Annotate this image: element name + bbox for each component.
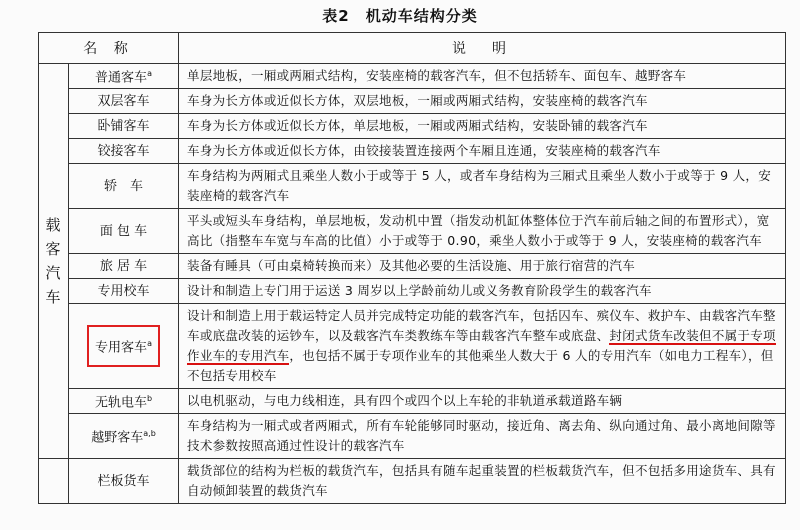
row-description: 以电机驱动，与电力线相连，具有四个或四个以上车轮的非轨道承载道路车辆 [179,389,786,414]
row-description: 设计和制造上用于载运特定人员并完成特定功能的载客汽车，包括囚车、殡仪车、救护车、由载客汽车整车或底盘改装的运钞车，以及载客汽车类教练车等由载客汽车整车或底盘、封闭式货车改装但不属于专项作业车的专用汽车，也包括不属于专项作业车的其他乘坐人数大于 6 人的专用汽车（如电力工程车），但不包括专用校车 [179,304,786,389]
table-row [39,279,786,304]
table-row [39,164,786,209]
row-name: 无轨电车$^b$ [69,389,179,414]
table-title: 表2 机动车结构分类 [322,7,478,25]
row-description: 装备有睡具（可由桌椅转换而来）及其他必要的生活设施、用于旅行宿营的汽车 [179,254,786,279]
row-description: 载货部位的结构为栏板的载货汽车，包括具有随车起重装置的栏板载货汽车，但不包括多用途货车、具有自动倾卸装置的载货汽车 [179,459,786,504]
category-cell-empty [39,459,69,504]
row-name: 轿 车 [69,164,179,209]
row-description: 车身结构为一厢式或者两厢式，所有车轮能够同时驱动，接近角、离去角、纵向通过角、最小离地间隙等技术参数按照高通过性设计的载客汽车 [179,414,786,459]
vehicle-classification-table [38,32,786,504]
table-row [39,389,786,414]
table-row [39,139,786,164]
table-row [39,459,786,504]
table-row [39,414,786,459]
row-name: 卧铺客车 [69,114,179,139]
row-description: 车身为长方体或近似长方体，单层地板，一厢或两厢式结构，安装卧铺的载客汽车 [179,114,786,139]
table-row [39,64,786,89]
row-name: 普通客车$^a$ [69,64,179,89]
row-description: 车身为长方体或近似长方体，由铰接装置连接两个车厢且连通，安装座椅的载客汽车 [179,139,786,164]
row-name: 铰接客车 [69,139,179,164]
category-cell [39,64,69,459]
row-name: 旅 居 车 [69,254,179,279]
row-name: 越野客车$^{a,b}$ [69,414,179,459]
row-description: 设计和制造上专门用于运送 3 周岁以上学龄前幼儿或义务教育阶段学生的载客汽车 [179,279,786,304]
row-name: 专用校车 [69,279,179,304]
row-description: 平头或短头车身结构，单层地板，发动机中置（指发动机缸体整体位于汽车前后轴之间的布置形式），宽高比（指整车车宽与车高的比值）小于或等于 0.90，乘坐人数小于或等于 9 人，安装座椅的载客汽车 [179,209,786,254]
table-row [39,89,786,114]
row-description: 车身结构为两厢式且乘坐人数小于或等于 5 人，或者车身结构为三厢式且乘坐人数小于或等于 9 人，安装座椅的载客汽车 [179,164,786,209]
row-name: 双层客车 [69,89,179,114]
table-row [39,209,786,254]
table-row-highlighted [39,304,786,389]
row-name [69,304,179,389]
table-row [39,254,786,279]
underlined-text: 封闭式货车改装但不属于专项作业车的专用汽车 [187,328,776,363]
table-header-row [39,33,786,64]
row-description: 车身为长方体或近似长方体，双层地板，一厢或两厢式结构，安装座椅的载客汽车 [179,89,786,114]
table-row [39,114,786,139]
category-label: 载客汽车 [45,216,63,306]
highlight-box: 专用客车$^a$ [87,325,160,366]
header-name: 名 称 [39,33,179,64]
row-description: 单层地板，一厢或两厢式结构，安装座椅的载客汽车，但不包括轿车、面包车、越野客车 [179,64,786,89]
header-description: 说 明 [179,33,786,64]
row-name: 栏板货车 [69,459,179,504]
row-name: 面 包 车 [69,209,179,254]
